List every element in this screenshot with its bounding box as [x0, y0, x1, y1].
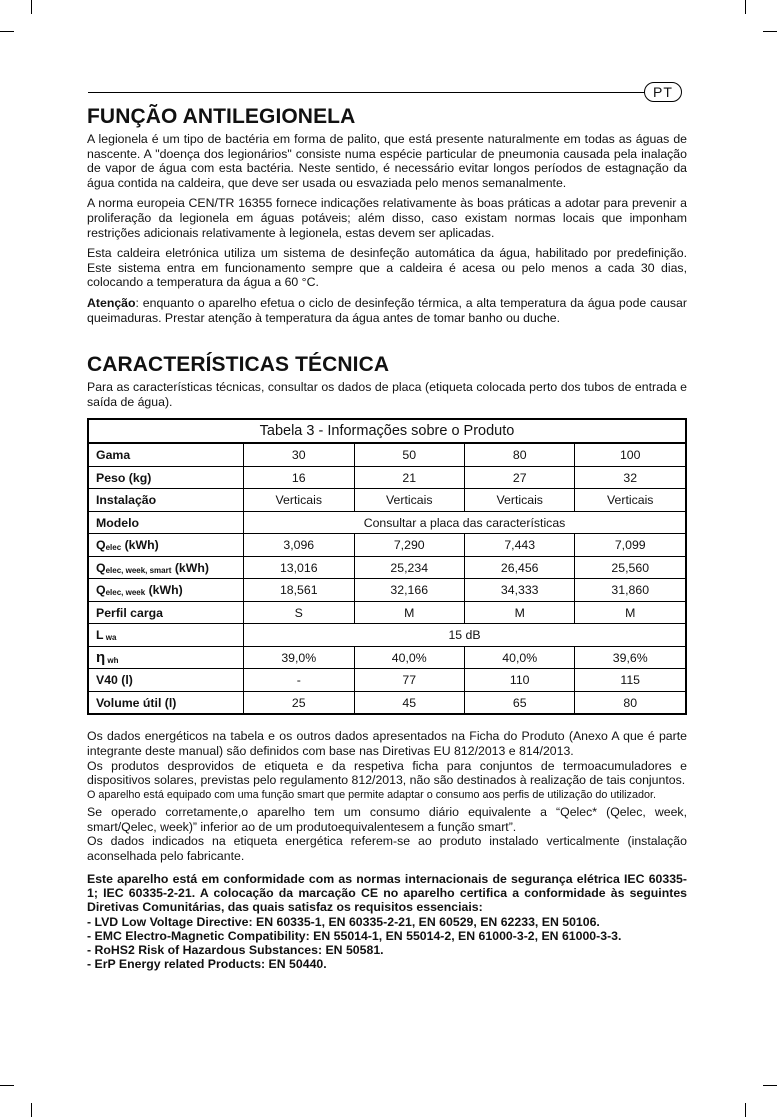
crop-mark: [763, 31, 777, 32]
row-label: V40 (l): [88, 669, 244, 692]
cell: Verticais: [244, 489, 354, 512]
table-row: [88, 601, 686, 624]
paragraph: Os dados energéticos na tabela e os outros dados apresentados na Ficha do Produto (Anexo A que é parte integrante deste manual) são definidos com base nas Diretivas EU 812/2013 e 814/2013.: [87, 729, 687, 758]
row-label: Modelo: [88, 511, 244, 534]
paragraph: Se operado corretamente,o aparelho tem um consumo diário equivalente a “Qelec* (Qelec, week, smart/Qelec, week)” inferior ao de um produtoequivalentesem a função smart”.: [87, 805, 687, 834]
cell: 39,0%: [244, 646, 354, 669]
cell: 77: [354, 669, 464, 692]
label-q: Q: [96, 583, 106, 598]
cell: 80: [575, 691, 686, 714]
cell: 26,456: [464, 556, 574, 579]
cell: M: [354, 601, 464, 624]
cell: 30: [244, 443, 354, 466]
cell: M: [575, 601, 686, 624]
cell: 18,561: [244, 579, 354, 602]
cell: 3,096: [244, 534, 354, 557]
row-label: Instalação: [88, 489, 244, 512]
cell: 32,166: [354, 579, 464, 602]
product-info-table: [87, 418, 687, 715]
row-label: Peso (kg): [88, 466, 244, 489]
cell: 34,333: [464, 579, 574, 602]
list-item: - EMC Electro-Magnetic Compatibility: EN 55014-1, EN 55014-2, EN 61000-3-2, EN 61000-3-3.: [87, 928, 622, 943]
label-sub: wa: [103, 633, 117, 643]
section-title-antilegionela: FUNÇÃO ANTILEGIONELA: [87, 105, 356, 128]
cell: M: [464, 601, 574, 624]
compliance-text: Este aparelho está em conformidade com as normas internacionais de segurança elétrica IEC 60335-1; IEC 60335-2-21. A colocação da marcação CE no aparelho certifica a conformidade às seguintes Diretivas Comunitárias, das quais satisfaz os requisitos essenciais:: [87, 871, 687, 915]
table-row: [88, 556, 686, 579]
warning-text: : enquanto o aparelho efetua o ciclo de desinfeção térmica, a alta temperatura da água pode causar queimaduras. Prestar atenção à temperatura da água antes de tomar banho ou duche.: [87, 295, 687, 325]
cell: 32: [575, 466, 686, 489]
table-title: Tabela 3 - Informações sobre o Produto: [88, 419, 686, 443]
cell: 45: [354, 691, 464, 714]
header-rule: [88, 92, 645, 93]
row-label: [88, 646, 244, 669]
compliance-block: [87, 872, 687, 972]
page-content: [87, 105, 687, 972]
paragraph: Para as características técnicas, consultar os dados de placa (etiqueta colocada perto dos tubos de entrada e saída de água).: [87, 380, 687, 409]
cell: 27: [464, 466, 574, 489]
table-row: [88, 489, 686, 512]
cell: 7,443: [464, 534, 574, 557]
directive-list: [87, 915, 687, 972]
row-label: [88, 534, 244, 557]
table-row: [88, 579, 686, 602]
list-item: - LVD Low Voltage Directive: EN 60335-1, EN 60335-2-21, EN 60529, EN 62233, EN 50106.: [87, 914, 600, 929]
cell: 13,016: [244, 556, 354, 579]
row-label: [88, 556, 244, 579]
cell: S: [244, 601, 354, 624]
cell: Consultar a placa das características: [244, 511, 686, 534]
cell: -: [244, 669, 354, 692]
list-item: - RoHS2 Risk of Hazardous Substances: EN 50581.: [87, 943, 384, 958]
cell: 110: [464, 669, 574, 692]
label-unit: (kWh): [145, 583, 183, 598]
crop-mark: [31, 1103, 32, 1117]
crop-mark: [745, 1103, 746, 1117]
label-unit: (kWh): [171, 560, 209, 575]
paragraph: A norma europeia CEN/TR 16355 fornece indicações relativamente às boas práticas a adotar para prevenir a proliferação da legionela em águas potáveis; além disso, caso existam normas locais que imponham restrições adicionais relativamente à legionela, estas devem ser aplicadas.: [87, 196, 687, 240]
cell: Verticais: [464, 489, 574, 512]
language-badge: PT: [644, 82, 682, 102]
cell: 21: [354, 466, 464, 489]
crop-mark: [763, 1085, 777, 1086]
cell: 7,290: [354, 534, 464, 557]
cell: 16: [244, 466, 354, 489]
table-row: [88, 534, 686, 557]
warning-label: Atenção: [87, 295, 136, 310]
label-unit: (kWh): [121, 538, 159, 553]
table-row: [88, 646, 686, 669]
cell: Verticais: [354, 489, 464, 512]
row-label: Volume útil (l): [88, 691, 244, 714]
cell: 25,234: [354, 556, 464, 579]
crop-mark: [745, 0, 746, 14]
cell: 50: [354, 443, 464, 466]
cell: 115: [575, 669, 686, 692]
section-title-technical: CARACTERÍSTICAS TÉCNICA: [87, 353, 390, 377]
label-sub: elec: [105, 543, 122, 553]
cell: 40,0%: [464, 646, 574, 669]
label-sub: elec, week: [105, 588, 146, 598]
table-row: [88, 691, 686, 714]
cell: 39,6%: [575, 646, 686, 669]
cell: 25: [244, 691, 354, 714]
crop-mark: [31, 0, 32, 14]
crop-mark: [0, 1085, 14, 1086]
list-item: - ErP Energy related Products: EN 50440.: [87, 957, 327, 972]
paragraph: Os dados indicados na etiqueta energética referem-se ao produto instalado verticalmente (instalação aconselhada pelo fabricante.: [87, 834, 687, 864]
label-q: Q: [96, 538, 106, 553]
table-row: [88, 466, 686, 489]
label-sub: elec, week, smart: [105, 565, 172, 575]
row-label: Gama: [88, 443, 244, 466]
cell: 25,560: [575, 556, 686, 579]
label-l: L: [96, 628, 104, 643]
paragraph-warning: [87, 296, 687, 325]
row-label: [88, 579, 244, 602]
cell: 15 dB: [244, 624, 686, 647]
label-q: Q: [96, 560, 106, 575]
cell: 100: [575, 443, 686, 466]
cell: 7,099: [575, 534, 686, 557]
table-row: [88, 669, 686, 692]
cell: 31,860: [575, 579, 686, 602]
paragraph: A legionela é um tipo de bactéria em forma de palito, que está presente naturalmente em todas as águas de nascente. A "doença dos legionários" consiste numa espécie particular de pneumonia causada pela inalação de vapor de água com esta bactéria. Neste sentido, é necessário evitar longos períodos de estagnação da água contida na caldeira, que deve ser usada ou esvaziada pelo menos semanalmente.: [87, 132, 687, 190]
paragraph: Esta caldeira eletrónica utiliza um sistema de desinfeção automática da água, habilitado por predefinição. Este sistema entra em funcionamento sempre que a caldeira é acesa ou pelo menos a cada 30 dias, colocando a temperatura da água a 60 °C.: [87, 246, 687, 290]
row-label: Perfil carga: [88, 601, 244, 624]
cell: Verticais: [575, 489, 686, 512]
cell: 40,0%: [354, 646, 464, 669]
cell: 65: [464, 691, 574, 714]
row-label: [88, 624, 244, 647]
label-sub: wh: [105, 656, 119, 666]
paragraph: Os produtos desprovidos de etiqueta e da respetiva ficha para conjuntos de termoacumuladores e dispositivos solares, previstas pelo regulamento 812/2013, não são destinados à realização de tais conjuntos.: [87, 758, 687, 788]
table-row: [88, 624, 686, 647]
paragraph: O aparelho está equipado com uma função smart que permite adaptar o consumo aos perfis de utilização do utilizador.: [87, 788, 656, 801]
table-row: [88, 443, 686, 466]
table-row: [88, 511, 686, 534]
cell: 80: [464, 443, 574, 466]
crop-mark: [0, 31, 14, 32]
label-eta: η: [96, 649, 106, 667]
